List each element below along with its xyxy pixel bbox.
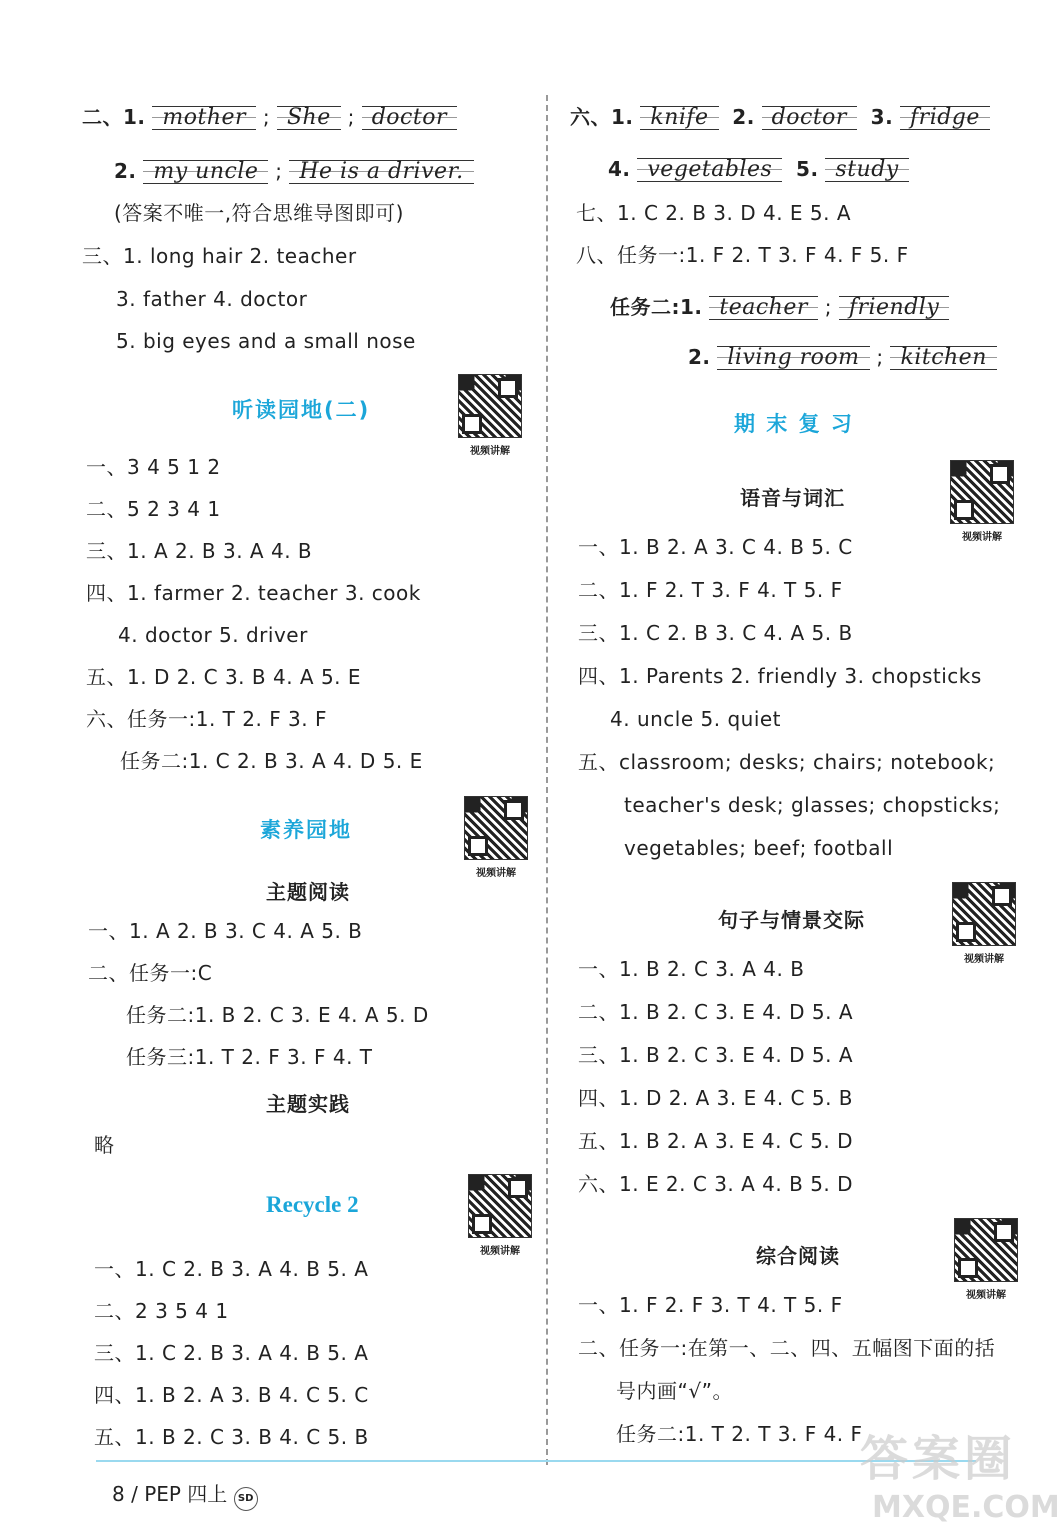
answer-line: 四、1. farmer 2. teacher 3. cook bbox=[86, 581, 421, 605]
answer-line: 二、1. B 2. C 3. E 4. D 5. A bbox=[578, 1000, 854, 1024]
answer-line: 六、1. knife 2. doctor 3. fridge bbox=[570, 104, 990, 130]
answer-line: 四、1. Parents 2. friendly 3. chopsticks bbox=[578, 664, 982, 688]
qr-code[interactable] bbox=[458, 374, 522, 457]
sd-badge-icon: SD bbox=[234, 1487, 258, 1511]
answer-line: 五、1. D 2. C 3. B 4. A 5. E bbox=[86, 665, 362, 689]
qr-caption: 视频讲解 bbox=[966, 1290, 1006, 1301]
answer-line: 4. doctor 5. driver bbox=[118, 623, 308, 647]
qr-code-icon bbox=[458, 374, 522, 438]
column-divider bbox=[546, 95, 548, 1465]
section-title: Recycle 2 bbox=[266, 1192, 359, 1217]
answer-line: 三、1. B 2. C 3. E 4. D 5. A bbox=[578, 1043, 854, 1067]
qr-caption: 视频讲解 bbox=[476, 868, 516, 879]
section-title: 期 末 复 习 bbox=[734, 412, 854, 436]
answer-line: 四、1. B 2. A 3. B 4. C 5. C bbox=[94, 1383, 369, 1407]
handwritten-answer: knife bbox=[640, 106, 718, 130]
qr-code-icon bbox=[954, 1218, 1018, 1282]
qr-code[interactable] bbox=[952, 882, 1016, 965]
handwritten-answer: vegetables bbox=[637, 158, 782, 182]
answer-line: 3. father 4. doctor bbox=[116, 287, 308, 311]
answer-line: 四、1. D 2. A 3. E 4. C 5. B bbox=[578, 1086, 854, 1110]
subsection-title: 语音与词汇 bbox=[740, 486, 845, 510]
answer-line: 4. uncle 5. quiet bbox=[610, 707, 782, 731]
page-footer bbox=[112, 1478, 258, 1511]
answer-line: 任务三:1. T 2. F 3. F 4. T bbox=[126, 1045, 373, 1069]
answer-line: vegetables; beef; football bbox=[624, 836, 894, 860]
answer-line: 5. big eyes and a small nose bbox=[116, 329, 416, 353]
handwritten-answer: mother bbox=[152, 106, 256, 130]
qr-code-icon bbox=[952, 882, 1016, 946]
section-title: 听读园地(二) bbox=[232, 398, 371, 422]
answer-line: 二、1. mother ; She ; doctor bbox=[82, 104, 457, 130]
qr-caption: 视频讲解 bbox=[470, 446, 510, 457]
handwritten-answer: teacher bbox=[709, 296, 818, 320]
qr-code-icon bbox=[464, 796, 528, 860]
subsection-title: 主题阅读 bbox=[266, 880, 350, 904]
answer-line: 任务二:1. T 2. T 3. F 4. F bbox=[616, 1422, 863, 1446]
answer-line: 二、5 2 3 4 1 bbox=[86, 497, 221, 521]
answer-line: 六、任务一:1. T 2. F 3. F bbox=[86, 707, 327, 731]
subsection-title: 综合阅读 bbox=[756, 1244, 840, 1268]
handwritten-answer: living room bbox=[717, 346, 869, 370]
qr-code-icon bbox=[950, 460, 1014, 524]
handwritten-answer: He is a driver. bbox=[289, 160, 473, 184]
answer-line: 一、1. F 2. F 3. T 4. T 5. F bbox=[578, 1293, 843, 1317]
answer-line: 号内画“√”。 bbox=[616, 1379, 733, 1403]
footer-divider bbox=[96, 1460, 976, 1462]
handwritten-answer: kitchen bbox=[890, 346, 996, 370]
answer-line: 五、1. B 2. C 3. B 4. C 5. B bbox=[94, 1425, 369, 1449]
answer-line: 二、1. F 2. T 3. F 4. T 5. F bbox=[578, 578, 843, 602]
subsection-title: 主题实践 bbox=[266, 1092, 350, 1116]
answer-line: 二、任务一:C bbox=[88, 961, 213, 985]
answer-line: 三、1. C 2. B 3. C 4. A 5. B bbox=[578, 621, 853, 645]
qr-caption: 视频讲解 bbox=[964, 954, 1004, 965]
answer-line: 五、classroom; desks; chairs; notebook; bbox=[578, 750, 996, 774]
answer-line: 七、1. C 2. B 3. D 4. E 5. A bbox=[576, 201, 852, 225]
subsection-title: 句子与情景交际 bbox=[718, 908, 865, 932]
qr-code[interactable] bbox=[468, 1174, 532, 1257]
answer-line: 略 bbox=[94, 1133, 115, 1157]
handwritten-answer: my uncle bbox=[143, 160, 268, 184]
answer-line: 2. living room ; kitchen bbox=[688, 344, 997, 370]
qr-caption: 视频讲解 bbox=[480, 1246, 520, 1257]
handwritten-answer: doctor bbox=[762, 106, 857, 130]
handwritten-answer: friendly bbox=[839, 296, 949, 320]
answer-line: 2. my uncle ; He is a driver. bbox=[114, 158, 474, 184]
answer-line: 三、1. A 2. B 3. A 4. B bbox=[86, 539, 313, 563]
handwritten-answer: doctor bbox=[362, 106, 457, 130]
qr-code[interactable] bbox=[950, 460, 1014, 543]
answer-line: 一、1. C 2. B 3. A 4. B 5. A bbox=[94, 1257, 369, 1281]
answer-line: 任务二:1. C 2. B 3. A 4. D 5. E bbox=[120, 749, 423, 773]
answer-line: 八、任务一:1. F 2. T 3. F 4. F 5. F bbox=[576, 243, 909, 267]
answer-line: 五、1. B 2. A 3. E 4. C 5. D bbox=[578, 1129, 854, 1153]
answer-line: 一、1. A 2. B 3. C 4. A 5. B bbox=[88, 919, 363, 943]
section-title: 素养园地 bbox=[260, 818, 352, 842]
qr-code-icon bbox=[468, 1174, 532, 1238]
answer-line: teacher's desk; glasses; chopsticks; bbox=[624, 793, 1001, 817]
book-label: / PEP 四上 bbox=[131, 1482, 228, 1506]
handwritten-answer: fridge bbox=[900, 106, 990, 130]
answer-line: 一、1. B 2. C 3. A 4. B bbox=[578, 957, 805, 981]
qr-code[interactable] bbox=[954, 1218, 1018, 1301]
handwritten-answer: She bbox=[277, 106, 341, 130]
answer-line: 任务二:1. teacher ; friendly bbox=[610, 294, 949, 320]
answer-line: 二、2 3 5 4 1 bbox=[94, 1299, 229, 1323]
answer-line: 任务二:1. B 2. C 3. E 4. A 5. D bbox=[126, 1003, 429, 1027]
qr-caption: 视频讲解 bbox=[962, 532, 1002, 543]
answer-note: (答案不唯一,符合思维导图即可) bbox=[114, 201, 404, 225]
answer-line: 三、1. long hair 2. teacher bbox=[82, 244, 357, 268]
answer-line: 二、任务一:在第一、二、四、五幅图下面的括 bbox=[578, 1336, 996, 1360]
answer-line: 4. vegetables 5. study bbox=[608, 156, 909, 182]
watermark-logo: 答案圈 bbox=[860, 1431, 1017, 1487]
watermark-url: MXQE.COM bbox=[872, 1490, 1060, 1525]
handwritten-answer: study bbox=[825, 158, 908, 182]
answer-line: 三、1. C 2. B 3. A 4. B 5. A bbox=[94, 1341, 369, 1365]
answer-line: 一、1. B 2. A 3. C 4. B 5. C bbox=[578, 535, 853, 559]
answer-line: 一、3 4 5 1 2 bbox=[86, 455, 221, 479]
answer-line: 六、1. E 2. C 3. A 4. B 5. D bbox=[578, 1172, 854, 1196]
page-number: 8 bbox=[112, 1482, 125, 1506]
qr-code[interactable] bbox=[464, 796, 528, 879]
